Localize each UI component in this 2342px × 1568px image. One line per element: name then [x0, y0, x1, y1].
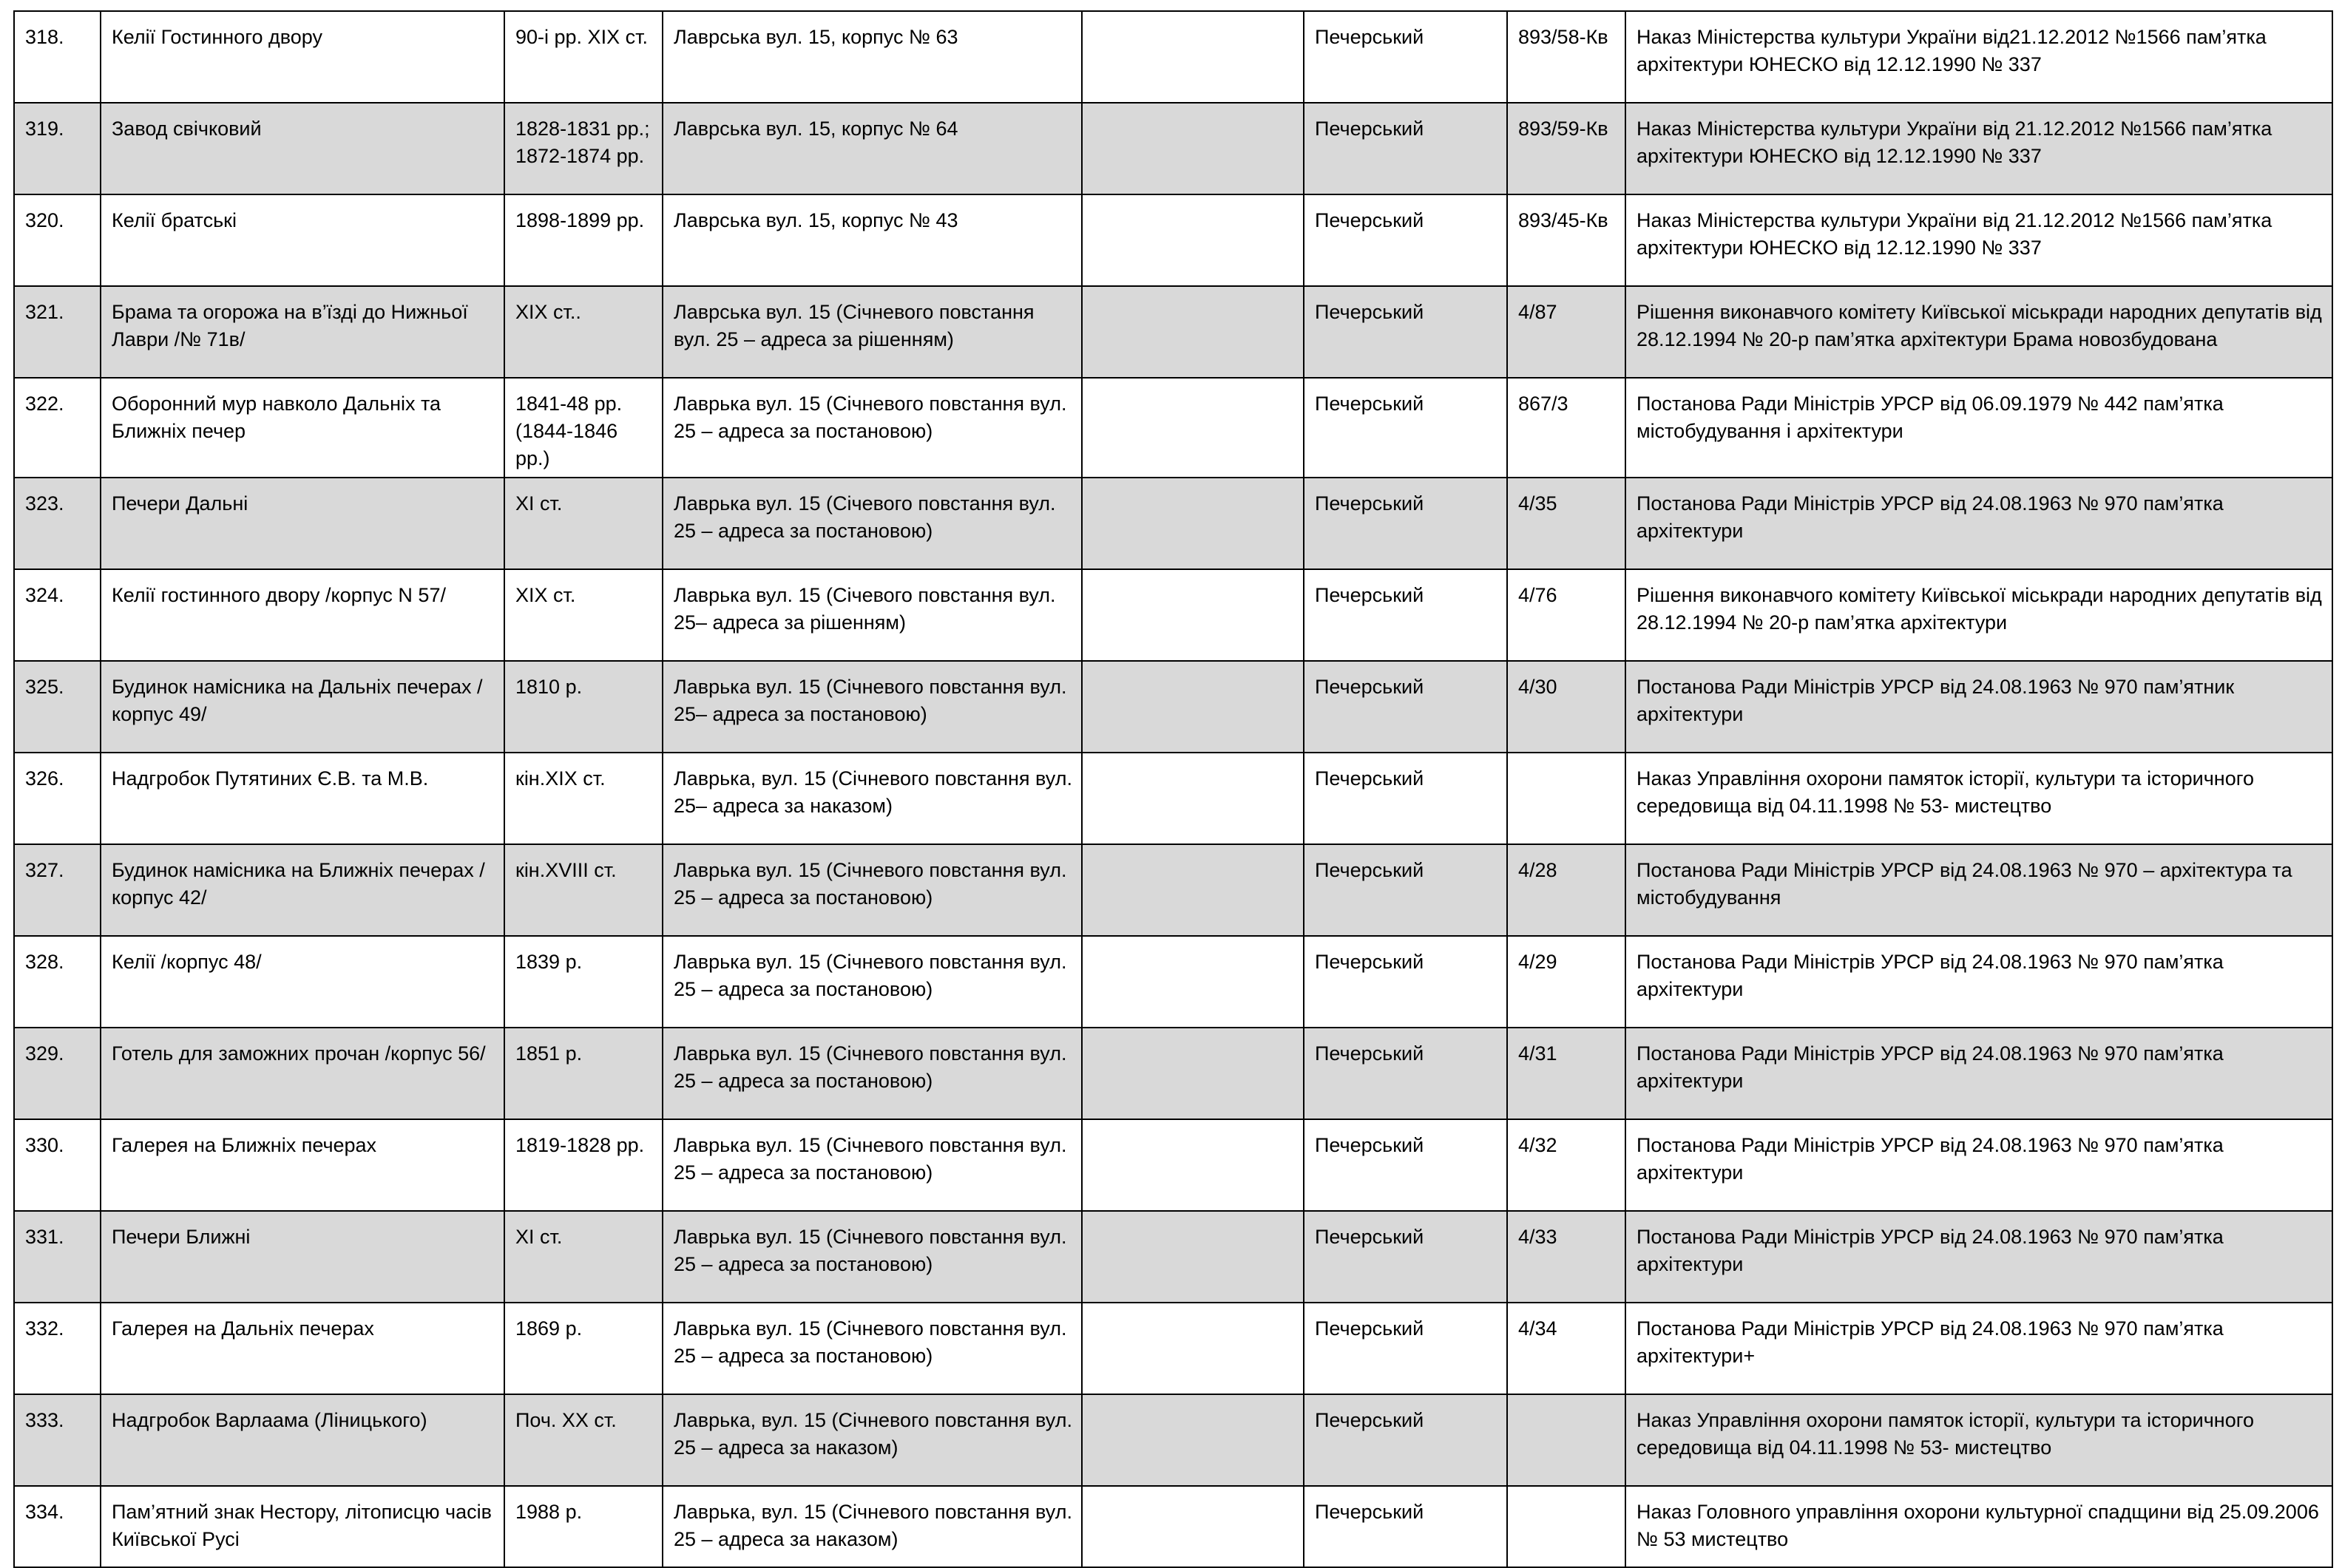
cell-protection-document: Наказ Міністерства культури України від 21.12.2012 №1566 пам’ятка архітектури ЮНЕСКО від 12.12.1990 № 337 — [1625, 103, 2332, 194]
cell-district: Печерський — [1304, 936, 1507, 1028]
cell-object-name: Келії Гостинного двору — [101, 11, 504, 103]
cell-registry-number — [1507, 1486, 1625, 1567]
cell-number: 329. — [14, 1028, 101, 1119]
cell-district: Печерський — [1304, 569, 1507, 661]
cell-address: Лаврька, вул. 15 (Січневого повстання вул. 25 – адреса за наказом) — [663, 1394, 1082, 1486]
cell-number: 328. — [14, 936, 101, 1028]
cell-district: Печерський — [1304, 1119, 1507, 1211]
cell-district: Печерський — [1304, 661, 1507, 753]
table-row — [14, 1211, 2332, 1303]
cell-number: 321. — [14, 286, 101, 378]
cell-address: Лаврська вул. 15, корпус № 43 — [663, 194, 1082, 286]
cell-dating: 1841-48 рр. (1844-1846 рр.) — [504, 378, 663, 478]
cell-number: 330. — [14, 1119, 101, 1211]
cell-protection-document: Постанова Ради Міністрів УРСР від 24.08.1963 № 970 пам’ятка архітектури — [1625, 1211, 2332, 1303]
cell-empty-column — [1082, 378, 1304, 478]
cell-registry-number: 4/87 — [1507, 286, 1625, 378]
table-row — [14, 194, 2332, 286]
cell-empty-column — [1082, 936, 1304, 1028]
cell-address: Лаврька вул. 15 (Січневого повстання вул. 25 – адреса за постановою) — [663, 1028, 1082, 1119]
table-row — [14, 1303, 2332, 1394]
cell-protection-document: Наказ Управління охорони памяток історії, культури та історичного середовища від 04.11.1998 № 53- мистецтво — [1625, 1394, 2332, 1486]
cell-object-name: Надгробок Путятиних Є.В. та М.В. — [101, 753, 504, 844]
cell-registry-number — [1507, 753, 1625, 844]
cell-district: Печерський — [1304, 378, 1507, 478]
cell-object-name: Будинок намісника на Дальніх печерах /корпус 49/ — [101, 661, 504, 753]
cell-protection-document: Наказ Головного управління охорони культурної спадщини від 25.09.2006 № 53 мистецтво — [1625, 1486, 2332, 1567]
cell-dating: 1819-1828 рр. — [504, 1119, 663, 1211]
cell-registry-number: 4/33 — [1507, 1211, 1625, 1303]
cell-dating: 90-і рр. XIX ст. — [504, 11, 663, 103]
cell-empty-column — [1082, 1303, 1304, 1394]
cell-empty-column — [1082, 844, 1304, 936]
cell-number: 324. — [14, 569, 101, 661]
cell-object-name: Галерея на Ближніх печерах — [101, 1119, 504, 1211]
cell-registry-number: 4/35 — [1507, 478, 1625, 569]
cell-address: Лаврька вул. 15 (Січневого повстання вул. 25 – адреса за постановою) — [663, 1303, 1082, 1394]
cell-object-name: Оборонний мур навколо Дальніх та Ближніх печер — [101, 378, 504, 478]
cell-number: 325. — [14, 661, 101, 753]
cell-district: Печерський — [1304, 844, 1507, 936]
cell-empty-column — [1082, 569, 1304, 661]
cell-dating: 1988 р. — [504, 1486, 663, 1567]
cell-dating: XI ст. — [504, 478, 663, 569]
cell-number: 327. — [14, 844, 101, 936]
cell-address: Лаврська вул. 15, корпус № 64 — [663, 103, 1082, 194]
cell-address: Лаврька, вул. 15 (Січневого повстання вул. 25 – адреса за наказом) — [663, 1486, 1082, 1567]
cell-registry-number: 4/30 — [1507, 661, 1625, 753]
cell-object-name: Келії гостинного двору /корпус N 57/ — [101, 569, 504, 661]
cell-address: Лаврська вул. 15 (Січневого повстання вул. 25 – адреса за рішенням) — [663, 286, 1082, 378]
cell-protection-document: Постанова Ради Міністрів УРСР від 24.08.1963 № 970 – архітектура та містобудування — [1625, 844, 2332, 936]
table-row — [14, 1486, 2332, 1567]
cell-empty-column — [1082, 478, 1304, 569]
table-row — [14, 569, 2332, 661]
cell-protection-document: Постанова Ради Міністрів УРСР від 24.08.1963 № 970 пам’ятка архітектури — [1625, 478, 2332, 569]
table-row — [14, 1394, 2332, 1486]
cell-dating: кін.XVIII ст. — [504, 844, 663, 936]
cell-address: Лаврька вул. 15 (Січневого повстання вул. 25 – адреса за постановою) — [663, 844, 1082, 936]
table-row — [14, 661, 2332, 753]
cell-number: 320. — [14, 194, 101, 286]
cell-protection-document: Наказ Міністерства культури України від21.12.2012 №1566 пам’ятка архітектури ЮНЕСКО від 12.12.1990 № 337 — [1625, 11, 2332, 103]
cell-empty-column — [1082, 11, 1304, 103]
cell-dating: 1869 р. — [504, 1303, 663, 1394]
cell-address: Лаврська вул. 15, корпус № 63 — [663, 11, 1082, 103]
cell-empty-column — [1082, 1486, 1304, 1567]
cell-district: Печерський — [1304, 286, 1507, 378]
cell-object-name: Печери Дальні — [101, 478, 504, 569]
cell-object-name: Готель для заможних прочан /корпус 56/ — [101, 1028, 504, 1119]
cell-number: 318. — [14, 11, 101, 103]
cell-protection-document: Постанова Ради Міністрів УРСР від 24.08.1963 № 970 пам’ятка архітектури — [1625, 1028, 2332, 1119]
cell-registry-number: 4/29 — [1507, 936, 1625, 1028]
cell-protection-document: Постанова Ради Міністрів УРСР від 24.08.1963 № 970 пам’ятка архітектури+ — [1625, 1303, 2332, 1394]
cell-district: Печерський — [1304, 1394, 1507, 1486]
cell-number: 333. — [14, 1394, 101, 1486]
cell-number: 323. — [14, 478, 101, 569]
cell-dating: 1828-1831 рр.; 1872-1874 рр. — [504, 103, 663, 194]
monuments-register-table — [13, 10, 2333, 1568]
table-row — [14, 1028, 2332, 1119]
table-row — [14, 844, 2332, 936]
cell-empty-column — [1082, 1119, 1304, 1211]
cell-district: Печерський — [1304, 1486, 1507, 1567]
cell-district: Печерський — [1304, 1028, 1507, 1119]
cell-district: Печерський — [1304, 11, 1507, 103]
table-row — [14, 478, 2332, 569]
cell-object-name: Будинок намісника на Ближніх печерах /корпус 42/ — [101, 844, 504, 936]
cell-dating: 1810 р. — [504, 661, 663, 753]
cell-dating: XI ст. — [504, 1211, 663, 1303]
cell-address: Лаврька вул. 15 (Січневого повстання вул. 25– адреса за постановою) — [663, 661, 1082, 753]
cell-object-name: Надгробок Варлаама (Ліницького) — [101, 1394, 504, 1486]
cell-district: Печерський — [1304, 1211, 1507, 1303]
cell-dating: кін.XIX ст. — [504, 753, 663, 844]
cell-protection-document: Постанова Ради Міністрів УРСР від 24.08.1963 № 970 пам’ятка архітектури — [1625, 1119, 2332, 1211]
cell-number: 334. — [14, 1486, 101, 1567]
cell-registry-number: 4/32 — [1507, 1119, 1625, 1211]
cell-number: 331. — [14, 1211, 101, 1303]
table-row — [14, 286, 2332, 378]
cell-registry-number — [1507, 1394, 1625, 1486]
cell-number: 326. — [14, 753, 101, 844]
cell-empty-column — [1082, 194, 1304, 286]
cell-dating: 1898-1899 рр. — [504, 194, 663, 286]
cell-object-name: Келії братські — [101, 194, 504, 286]
cell-dating: 1851 р. — [504, 1028, 663, 1119]
cell-registry-number: 4/28 — [1507, 844, 1625, 936]
cell-empty-column — [1082, 1394, 1304, 1486]
cell-address: Лаврька вул. 15 (Січневого повстання вул. 25 – адреса за постановою) — [663, 378, 1082, 478]
cell-object-name: Брама та огорожа на в’їзді до Нижньої Лаври /№ 71в/ — [101, 286, 504, 378]
cell-district: Печерський — [1304, 478, 1507, 569]
cell-protection-document: Постанова Ради Міністрів УРСР від 24.08.1963 № 970 пам’ятник архітектури — [1625, 661, 2332, 753]
table-row — [14, 1119, 2332, 1211]
cell-protection-document: Рішення виконавчого комітету Київської міськради народних депутатів від 28.12.1994 № 20-р пам’ятка архітектури — [1625, 569, 2332, 661]
table-body — [14, 11, 2332, 1567]
cell-registry-number: 867/3 — [1507, 378, 1625, 478]
cell-dating: XIX ст. — [504, 569, 663, 661]
table-row — [14, 378, 2332, 478]
cell-object-name: Пам’ятний знак Нестору, літописцю часів Київської Русі — [101, 1486, 504, 1567]
cell-protection-document: Наказ Управління охорони памяток історії, культури та історичного середовища від 04.11.1998 № 53- мистецтво — [1625, 753, 2332, 844]
cell-object-name: Завод свічковий — [101, 103, 504, 194]
cell-registry-number: 893/58-Кв — [1507, 11, 1625, 103]
table-row — [14, 753, 2332, 844]
cell-empty-column — [1082, 1028, 1304, 1119]
cell-empty-column — [1082, 103, 1304, 194]
cell-dating: XIX ст.. — [504, 286, 663, 378]
cell-number: 322. — [14, 378, 101, 478]
cell-protection-document: Наказ Міністерства культури України від 21.12.2012 №1566 пам’ятка архітектури ЮНЕСКО від 12.12.1990 № 337 — [1625, 194, 2332, 286]
cell-district: Печерський — [1304, 753, 1507, 844]
cell-protection-document: Рішення виконавчого комітету Київської міськради народних депутатів від 28.12.1994 № 20-р пам’ятка архітектури Брама новозбудована — [1625, 286, 2332, 378]
cell-address: Лаврька вул. 15 (Січневого повстання вул. 25 – адреса за постановою) — [663, 1211, 1082, 1303]
cell-object-name: Келії /корпус 48/ — [101, 936, 504, 1028]
cell-registry-number: 4/31 — [1507, 1028, 1625, 1119]
cell-address: Лаврька вул. 15 (Січневого повстання вул. 25 – адреса за постановою) — [663, 936, 1082, 1028]
cell-empty-column — [1082, 753, 1304, 844]
cell-address: Лаврька вул. 15 (Січевого повстання вул. 25– адреса за рішенням) — [663, 569, 1082, 661]
cell-registry-number: 893/45-Кв — [1507, 194, 1625, 286]
cell-registry-number: 893/59-Кв — [1507, 103, 1625, 194]
cell-dating: Поч. XX ст. — [504, 1394, 663, 1486]
cell-registry-number: 4/34 — [1507, 1303, 1625, 1394]
cell-object-name: Галерея на Дальніх печерах — [101, 1303, 504, 1394]
cell-empty-column — [1082, 286, 1304, 378]
cell-address: Лаврька вул. 15 (Січевого повстання вул. 25 – адреса за постановою) — [663, 478, 1082, 569]
cell-registry-number: 4/76 — [1507, 569, 1625, 661]
cell-address: Лаврька вул. 15 (Січневого повстання вул. 25 – адреса за постановою) — [663, 1119, 1082, 1211]
cell-district: Печерський — [1304, 194, 1507, 286]
cell-district: Печерський — [1304, 1303, 1507, 1394]
table-row — [14, 103, 2332, 194]
cell-protection-document: Постанова Ради Міністрів УРСР від 06.09.1979 № 442 пам’ятка містобудування і архітектури — [1625, 378, 2332, 478]
cell-district: Печерський — [1304, 103, 1507, 194]
cell-address: Лаврька, вул. 15 (Січневого повстання вул. 25– адреса за наказом) — [663, 753, 1082, 844]
cell-empty-column — [1082, 1211, 1304, 1303]
cell-protection-document: Постанова Ради Міністрів УРСР від 24.08.1963 № 970 пам’ятка архітектури — [1625, 936, 2332, 1028]
table-row — [14, 936, 2332, 1028]
table-row — [14, 11, 2332, 103]
cell-empty-column — [1082, 661, 1304, 753]
cell-number: 332. — [14, 1303, 101, 1394]
cell-dating: 1839 р. — [504, 936, 663, 1028]
cell-object-name: Печери Ближні — [101, 1211, 504, 1303]
cell-number: 319. — [14, 103, 101, 194]
